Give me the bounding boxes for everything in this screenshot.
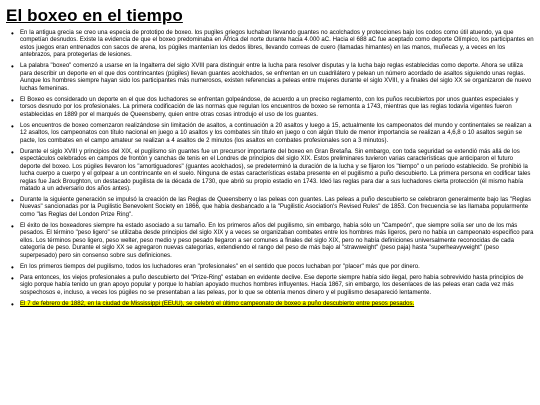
list-item [11, 121, 534, 145]
bullet-icon: • [11, 147, 14, 157]
bullet-icon: • [11, 121, 14, 131]
history-list [6, 30, 534, 308]
list-item [11, 262, 534, 272]
paragraph-text: En los primeros tiempos del pugilismo, todos los luchadores eran "profesionales" en el sentido que pocos luchaban por "placer" más que por dinero. [20, 263, 420, 270]
bullet-icon: • [11, 273, 14, 283]
bullet-icon: • [11, 62, 14, 72]
paragraph-text: Los encuentros de boxeo comenzaron realizándose sin limitación de asaltos, a continuación a 20 asaltos y luego a 15, actualmente los campeonatos del mundo y continentales se realizan a 12 asaltos, los campeonatos con título nacional en juego a 10 asaltos y los combates sin título en juego o con algún título de menor importancia se realizan a 4,6,8 o 10 asaltos según se pacte, los combates en el campo amateur se realizan a 4 asaltos de 2 minutos (los asaltos en combates profesionales son a 3 minutos). [20, 122, 532, 144]
bullet-icon: • [11, 29, 14, 38]
bullet-icon: • [11, 95, 14, 105]
paragraph-text: En la antigua grecia se creo una especia de prototipo de boxeo. los pugiles griegos luchaban llevando guantes no acolchados y protecciones bajo los codos como útil atuendo, ya que competían desnudos. Existe la evidencia de que el boxeo predominaba en África del norte durante hacia 4.000 aC. Hacia el 688 aC fue aceptado como deporte Olímpico, los participantes en estos juegos eran entrenados con sacos de arena, los púgiles mantenían los dedos libres, llevando correas de cuero (llamadas himantes) en las manos, muñecas y, a veces en los antebrazos, para protegerlas de lesiones. [20, 30, 534, 59]
list-item [11, 62, 534, 93]
paragraph-text: El éxito de los boxeadores siempre ha estado asociado a su tamaño. En los primeros años del pugilismo, sin embargo, había sólo un "Campeón", que siempre solía ser uno de los más pesados. El término "peso ligero" se utilizaba desde principios del siglo XIX y a veces se organizaban combates entre los hombres más ligeros, pero no había un campeonato específico para ellos. Los términos peso ligero, peso welter, peso medio y peso pesado llegaron a ser comunes a finales del siglo XIX, pero no había definiciones universalmente reconocidas de cada categoría de peso. Durante el siglo XX se agregaron nuevas categorías, extendiendo el rango del peso de más bajo al "strawweight" (peso paja) hasta "superheavyweight" (peso superpesado) pero sin consenso sobre sus definiciones. [20, 222, 534, 259]
list-item [11, 299, 534, 309]
bullet-icon: • [11, 299, 14, 309]
paragraph-text: Durante el siglo XVIII y principios del XIX, el pugilismo sin guantes fue un precursor importante del boxeo en Gran Bretaña. Sin embargo, con toda seguridad se extendió más allá de los espectáculos celebrados en campos de frontón y canchas de tenis en el Londres de principios del siglo XIX. Estos preliminares tuvieron varias características que anticiparon el futuro deporte del boxeo. Los púgiles llevaron los "amortiguadores" (guantes acolchados), se predeterminó la duración de la lucha y se fijaron los "tiempo" o un periodo establecido. Se prohibió la lucha cuerpo a cuerpo y el golpear a un contrincante en el suelo. Ninguna de estas características estaba presente en el pugilismo a puño descubierto. La primera persona en codificar tales reglas fue Jack Broughton, un destacado pugilista de la década de 1730, que abrió su propio estadio en 1743. Ideó las reglas para dar a sus luchadores cierta protección (él mismo había matado a un adversario dos años antes). [20, 148, 531, 192]
list-item [11, 29, 534, 60]
highlighted-text: El 7 de febrero de 1882, en la ciudad de Mississippi (EEUU), se celebró el último campeonato de boxeo a puño descubierto entre pesos pesados. [20, 300, 415, 307]
bullet-icon: • [11, 196, 14, 206]
paragraph-text: Durante la siguiente generación se impulsó la creación de las Reglas de Queensberry o las peleas con guantes. Las peleas a puño descubierto se celebraron generalmente bajo las "Reglas Nuevas" sancionadas por la Pugilistic Benevolent Society en 1866, que había desbancado a la "Pugilistic Asociation's Revised Rules" de 1853. Con frecuencia se las llamaba popularmente como "las Reglas del London Prize Ring". [20, 197, 531, 218]
paragraph-text: El Boxeo es considerado un deporte en el que dos luchadores se enfrentan golpeándose, de acuerdo a un preciso reglamento, con los puños recubiertos por unos guantes especiales y torsos desnudo por los profesionales. La primera codificación de las normas que regulan los encuentros de boxeo se remonta a 1743, mientras que las reglas todavía vigentes fueron establecidas en 1889 por el marqués de Queensberry, quien entre otras cosas introdujo el uso de los guantes. [20, 96, 519, 118]
list-item [11, 273, 534, 297]
list-item [11, 196, 534, 219]
paragraph-text: Para entonces, los viejos profesionales a puño descubierto del "Prize-Ring" estaban en evidente declive. Ese deporte siempre había sido ilegal, pero había sobrevivido hasta principios de siglo porque había tenido un gran apoyo popular y porque lo habían apoyado muchos hombres influyentes. Hacia 1867, sin embargo, los desenlaces de las peleas eran cada vez más sospechosos e, incluso, a veces los púgiles no se presentaban a las peleas, por lo que se obtenía menos dinero y el pugilismo desapareció lentamente. [20, 274, 524, 296]
bullet-icon: • [11, 262, 14, 272]
list-item [11, 95, 534, 119]
list-item [11, 221, 534, 260]
paragraph-text: La palabra "boxeo" comenzó a usarse en la Ingalterra del siglo XVIII para distinguir entre la lucha para resolver disputas y la lucha bajo reglas establecidas como deporte. Ahora se utiliza para describir un deporte en el que dos contrincantes (púgiles) llevan guantes acolchados, se enfrentan en un cuadrilátero y pelean un número acordado de asaltos siguiendo unas reglas. Aunque los hombres siempre hayan sido los participantes más numerosos, existen referencias a peleas entre mujeres durante el siglo XVIII, y a finales del siglo XX se organizaron de nuevo luchas femeninas. [20, 63, 532, 92]
bullet-icon: • [11, 221, 14, 231]
list-item [11, 147, 534, 194]
page-title: El boxeo en el tiempo [6, 6, 183, 25]
